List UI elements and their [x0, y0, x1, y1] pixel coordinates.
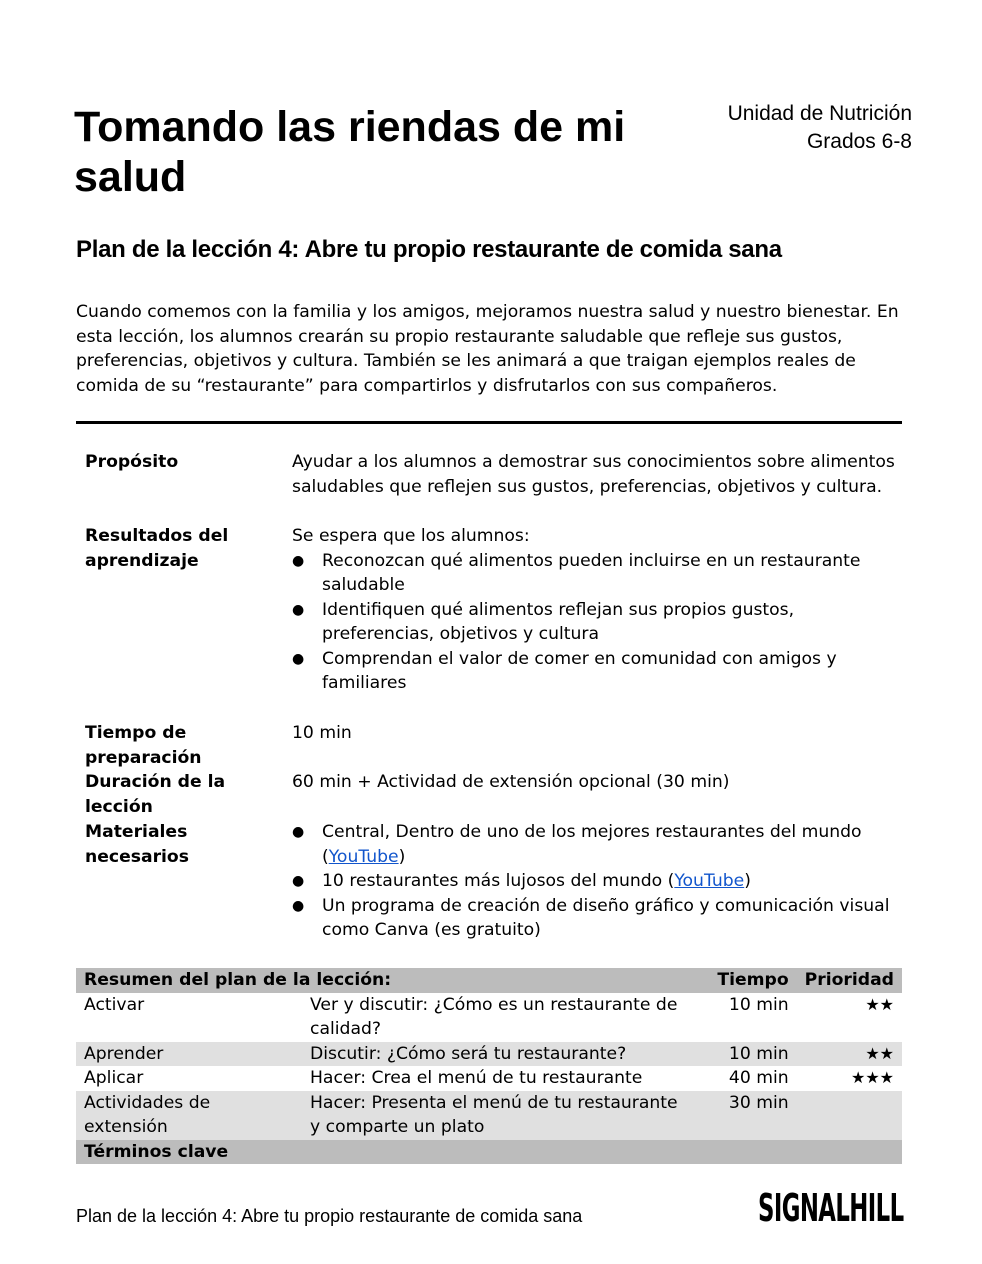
outcomes-intro: Se espera que los alumnos:	[292, 526, 530, 546]
lesson-summary-table	[76, 968, 902, 1164]
unit-name: Unidad de Nutrición	[727, 102, 912, 125]
priority-stars	[797, 1091, 902, 1140]
purpose-text: Ayudar a los alumnos a demostrar sus conocimientos sobre alimentos saludables que reflejen sus gustos, preferencias, objetivos y cultura.	[292, 452, 895, 497]
summary-header: Resumen del plan de la lección:	[76, 968, 701, 993]
table-header-row	[76, 968, 902, 993]
duration-value: 60 min + Actividad de extensión opcional (30 min)	[292, 772, 730, 792]
priority-stars: ★★★	[850, 1068, 894, 1087]
table-row: Actividades de extensión Hacer: Presenta el menú de tu restaurante y comparte un plato 30 min	[76, 1091, 902, 1140]
table-row: Activar Ver y discutir: ¿Cómo es un restaurante de calidad? 10 min ★★	[76, 993, 902, 1042]
list-item: ● 10 restaurantes más lujosos del mundo (YouTube)	[292, 869, 902, 894]
outcomes-label: Resultados del aprendizaje	[85, 526, 229, 571]
time-header: Tiempo	[701, 968, 797, 993]
list-item: ● Reconozcan qué alimentos pueden incluirse en un restaurante saludable	[292, 549, 902, 598]
grade-level: Grados 6-8	[806, 130, 912, 153]
materials-label: Materiales necesarios	[85, 822, 189, 867]
youtube-link[interactable]: YouTube	[674, 871, 745, 891]
unit-info	[728, 100, 912, 156]
footer-text: Plan de la lección 4: Abre tu propio restaurante de comida sana	[76, 1206, 583, 1226]
purpose-label: Propósito	[85, 452, 179, 472]
signalhill-logo: SIGNALHILL	[758, 1186, 904, 1230]
priority-stars: ★★	[797, 1042, 902, 1067]
list-item: ● Central, Dentro de uno de los mejores restaurantes del mundo (YouTube)	[292, 820, 902, 869]
table-row: Aprender Discutir: ¿Cómo será tu restaurante? 10 min ★★	[76, 1042, 902, 1067]
list-item: ● Identifiquen qué alimentos reflejan sus propios gustos, preferencias, objetivos y cultura	[292, 598, 902, 647]
outcomes-list	[292, 549, 902, 696]
prep-label: Tiempo de preparación	[85, 723, 202, 768]
intro-paragraph: Cuando comemos con la familia y los amigos, mejoramos nuestra salud y nuestro bienestar. En esta lección, los alumnos crearán su propio restaurante saludable que refleje sus gustos, preferencias, objetivos y cultura. También se les animará a que traigan ejemplos reales de comida de su “restaurante” para compartirlos y disfrutarlos con sus compañeros.	[76, 302, 899, 396]
list-item: ● Comprendan el valor de comer en comunidad con amigos y familiares	[292, 647, 902, 696]
page-title: Tomando las riendas de mi salud	[74, 103, 626, 201]
outcomes-content	[292, 524, 902, 696]
youtube-link[interactable]: YouTube	[328, 846, 399, 867]
list-item: ● Un programa de creación de diseño gráfico y comunicación visual como Canva (es gratuito)	[292, 894, 902, 943]
priority-stars: ★★	[865, 994, 894, 1014]
key-terms-row	[76, 1140, 902, 1165]
divider	[76, 421, 902, 424]
key-terms-header: Términos clave	[76, 1140, 902, 1165]
lesson-subtitle: Plan de la lección 4: Abre tu propio restaurante de comida sana	[76, 236, 782, 263]
materials-content	[292, 820, 902, 943]
table-row: Aplicar Hacer: Crea el menú de tu restaurante 40 min ★★★	[76, 1066, 902, 1091]
materials-list	[292, 820, 902, 943]
duration-label: Duración de la lección	[85, 772, 226, 817]
prep-value: 10 min	[292, 723, 352, 743]
priority-header: Prioridad	[797, 968, 902, 993]
